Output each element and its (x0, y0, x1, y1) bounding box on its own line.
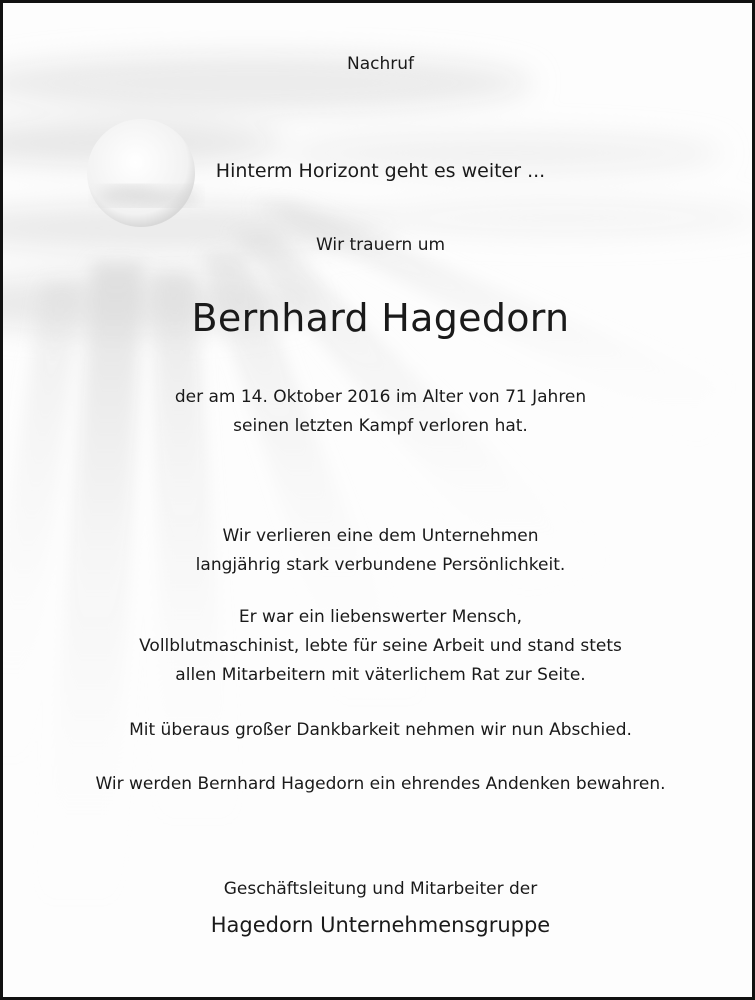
paragraph-1-line-2: langjährig stark verbundene Persönlichkeit. (195, 555, 566, 575)
paragraph-2-line-3: allen Mitarbeitern mit väterlichem Rat zur Seite. (175, 665, 586, 685)
motto: Hinterm Horizont geht es weiter ... (215, 160, 546, 182)
death-info-line-1: der am 14. Oktober 2016 im Alter von 71 Jahren (174, 387, 587, 407)
signature-line-1: Geschäftsleitung und Mitarbeiter der (223, 879, 538, 899)
heading: Nachruf (346, 54, 414, 74)
mourning-line: Wir trauern um (315, 235, 446, 255)
paragraph-2-line-1: Er war ein liebenswerter Mensch, (238, 607, 523, 627)
paragraph-3: Mit überaus großer Dankbarkeit nehmen wir nun Abschied. (129, 720, 632, 740)
signature-company: Hagedorn Unternehmensgruppe (210, 913, 551, 937)
deceased-name: Bernhard Hagedorn (191, 296, 570, 340)
paragraph-2-line-2: Vollblutmaschinist, lebte für seine Arbeit und stand stets (139, 636, 622, 656)
paragraph-4: Wir werden Bernhard Hagedorn ein ehrendes Andenken bewahren. (95, 774, 666, 794)
paragraph-1-line-1: Wir verlieren eine dem Unternehmen (222, 526, 539, 546)
death-info-line-2: seinen letzten Kampf verloren hat. (233, 416, 528, 436)
sun-horizon-background-image (3, 3, 755, 1000)
